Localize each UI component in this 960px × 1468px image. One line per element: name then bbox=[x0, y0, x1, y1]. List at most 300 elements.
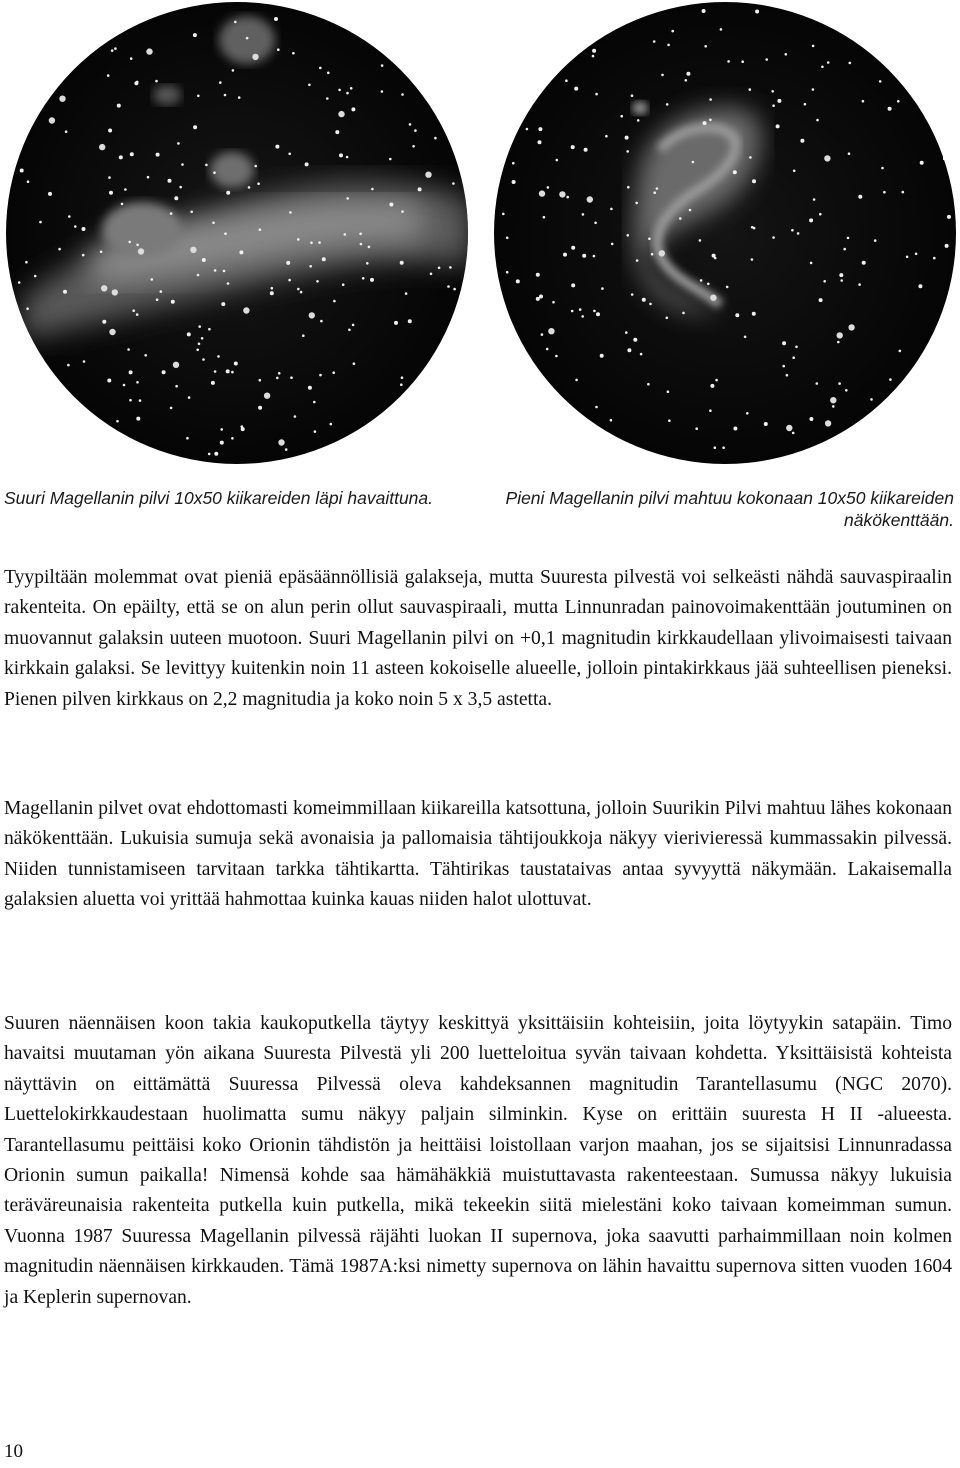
star bbox=[653, 191, 656, 194]
star bbox=[63, 290, 67, 294]
star bbox=[703, 121, 707, 125]
star bbox=[231, 371, 234, 374]
star bbox=[915, 253, 918, 256]
star bbox=[552, 301, 555, 304]
star bbox=[132, 309, 135, 312]
star bbox=[186, 437, 189, 440]
star bbox=[193, 125, 197, 129]
star bbox=[188, 396, 191, 399]
star bbox=[631, 94, 634, 97]
star bbox=[605, 135, 608, 138]
star bbox=[177, 142, 180, 145]
star bbox=[112, 289, 118, 295]
star bbox=[277, 48, 280, 51]
star bbox=[813, 198, 816, 201]
star bbox=[733, 427, 737, 431]
star bbox=[749, 88, 752, 91]
star bbox=[816, 119, 819, 122]
star bbox=[574, 87, 578, 91]
star bbox=[109, 329, 115, 335]
star bbox=[810, 262, 813, 265]
star bbox=[114, 47, 117, 50]
eyepiece-field bbox=[494, 2, 956, 464]
star bbox=[48, 192, 52, 196]
star bbox=[582, 213, 585, 216]
star bbox=[827, 61, 830, 64]
star bbox=[181, 163, 184, 166]
star bbox=[401, 376, 404, 379]
star bbox=[208, 453, 211, 456]
star bbox=[308, 84, 311, 87]
star bbox=[679, 217, 682, 220]
star bbox=[197, 95, 200, 98]
star bbox=[400, 383, 403, 386]
star bbox=[565, 79, 568, 82]
star bbox=[130, 57, 133, 60]
star bbox=[65, 130, 68, 133]
star bbox=[506, 237, 509, 240]
star bbox=[447, 285, 450, 288]
star bbox=[659, 250, 665, 256]
star bbox=[837, 332, 843, 338]
star bbox=[563, 253, 567, 257]
star bbox=[352, 324, 355, 327]
star bbox=[889, 378, 892, 381]
star bbox=[346, 156, 349, 159]
star bbox=[547, 186, 550, 189]
star bbox=[389, 158, 392, 161]
star bbox=[366, 262, 369, 265]
star bbox=[777, 99, 781, 103]
star bbox=[412, 145, 415, 148]
star bbox=[226, 191, 230, 195]
star bbox=[819, 213, 822, 216]
star bbox=[99, 144, 105, 150]
star bbox=[320, 320, 323, 323]
star bbox=[116, 420, 119, 423]
star bbox=[107, 379, 111, 383]
star bbox=[764, 422, 768, 426]
star bbox=[409, 123, 412, 126]
star bbox=[502, 213, 505, 216]
star bbox=[160, 290, 163, 293]
star bbox=[906, 255, 909, 258]
star bbox=[449, 266, 452, 269]
star bbox=[819, 298, 823, 302]
star bbox=[797, 232, 800, 235]
star bbox=[656, 187, 659, 190]
star bbox=[223, 270, 226, 273]
star bbox=[838, 382, 841, 385]
star bbox=[543, 216, 546, 219]
paragraph-2: Magellanin pilvet ovat ehdottomasti komeimmillaan kiikareilla katsottuna, jolloin Suurikin Pilvi mahtuu lähes kokonaan näkökenttään. Lukuisia sumuja sekä avonaisia ja pallomaisia tähtijoukkoja näkyy vierivieressä kummassakin pilvessä. Niiden tunnistamiseen tarvitaan tarkka tähtikartta. Tähtirikas taustataivas antaa syvyyttä näkymään. Lakaisemalla galaksien aluetta voi yrittää hahmottaa kuinka kauas niiden halot ulottuvat. bbox=[4, 798, 952, 911]
star bbox=[121, 203, 124, 206]
star bbox=[294, 415, 297, 418]
star bbox=[571, 310, 574, 313]
star bbox=[546, 348, 549, 351]
star bbox=[782, 365, 785, 368]
star bbox=[276, 377, 279, 380]
star bbox=[667, 44, 670, 47]
star bbox=[39, 221, 42, 224]
star bbox=[275, 145, 279, 149]
star bbox=[642, 298, 646, 302]
star bbox=[257, 182, 260, 185]
star bbox=[231, 437, 234, 440]
star bbox=[843, 248, 846, 251]
star bbox=[219, 81, 222, 84]
star bbox=[726, 286, 729, 289]
star bbox=[584, 148, 588, 152]
star bbox=[26, 307, 29, 310]
star bbox=[117, 104, 121, 108]
star bbox=[353, 362, 356, 365]
star bbox=[592, 55, 595, 58]
star bbox=[636, 259, 639, 262]
star bbox=[297, 288, 300, 291]
star bbox=[212, 222, 215, 225]
star bbox=[786, 374, 789, 377]
star bbox=[881, 167, 884, 170]
star bbox=[625, 331, 628, 334]
star bbox=[136, 244, 139, 247]
star bbox=[335, 130, 339, 134]
lmc-sketch bbox=[2, 0, 472, 470]
star bbox=[271, 287, 274, 290]
star bbox=[221, 302, 225, 306]
star bbox=[330, 423, 333, 426]
star bbox=[217, 355, 220, 358]
star bbox=[270, 291, 274, 295]
star bbox=[858, 283, 861, 286]
star bbox=[755, 10, 759, 14]
star bbox=[208, 328, 211, 331]
star bbox=[722, 446, 725, 449]
star bbox=[309, 312, 315, 318]
star bbox=[840, 279, 843, 282]
star bbox=[381, 64, 384, 67]
star bbox=[595, 406, 598, 409]
star bbox=[593, 310, 596, 313]
star bbox=[309, 265, 312, 268]
star bbox=[286, 261, 290, 265]
star bbox=[685, 79, 688, 82]
star bbox=[792, 356, 795, 359]
star bbox=[825, 420, 831, 426]
star bbox=[772, 236, 775, 239]
star bbox=[710, 384, 714, 388]
star bbox=[587, 196, 593, 202]
star bbox=[274, 17, 278, 21]
star bbox=[631, 293, 634, 296]
star bbox=[190, 247, 196, 253]
star bbox=[346, 197, 349, 200]
star bbox=[689, 209, 692, 212]
star bbox=[538, 140, 542, 144]
star bbox=[653, 40, 656, 43]
star bbox=[346, 92, 349, 95]
star bbox=[883, 191, 886, 194]
star bbox=[682, 312, 685, 315]
star bbox=[400, 261, 404, 265]
star bbox=[733, 170, 737, 174]
star bbox=[741, 60, 744, 63]
star bbox=[34, 275, 37, 278]
paragraph-1: Tyypiltään molemmat ovat pieniä epäsäännöllisiä galakseja, mutta Suuresta pilvestä voi selkeästi nähdä sauvaspiraalin rakenteita. On epäilty, että se on alun perin ollut sauvaspiraali, mutta Linnunradan painovoimakenttään joutuminen on muovannut galaksin uuteen muotoon. Suuri Magellanin pilvi on +0,1 magnitudin kirkkaudellaan ylivoimaisesti taivaan kirkkain galaksi. Se levittyy kuitenkin noin 11 asteen kokoiselle alueelle, jolloin pintakirkkaus jää suhteellisen pieneksi. Pienen pilven kirkkaus on 2,2 magnitudia ja koko noin 5 x 3,5 astetta. bbox=[4, 567, 952, 710]
star bbox=[170, 407, 173, 410]
star bbox=[593, 255, 596, 258]
star bbox=[151, 278, 154, 281]
star bbox=[170, 212, 173, 215]
star bbox=[571, 246, 575, 250]
star bbox=[111, 49, 114, 52]
star bbox=[359, 233, 362, 236]
star bbox=[119, 155, 123, 159]
star bbox=[920, 161, 924, 165]
star bbox=[571, 283, 575, 287]
star bbox=[332, 371, 335, 374]
star bbox=[259, 379, 262, 382]
star bbox=[625, 136, 629, 140]
star bbox=[129, 370, 133, 374]
star bbox=[647, 383, 650, 386]
star bbox=[556, 159, 559, 162]
star bbox=[232, 69, 235, 72]
star bbox=[100, 251, 103, 254]
star bbox=[401, 93, 404, 96]
star bbox=[339, 153, 343, 157]
star bbox=[512, 162, 515, 165]
star bbox=[109, 191, 113, 195]
star bbox=[290, 376, 293, 379]
star bbox=[338, 111, 344, 117]
star bbox=[575, 379, 578, 382]
star bbox=[695, 427, 698, 430]
star bbox=[202, 258, 206, 262]
star bbox=[830, 397, 836, 403]
star bbox=[720, 28, 723, 31]
star bbox=[555, 355, 558, 358]
star bbox=[776, 124, 780, 128]
star bbox=[239, 250, 243, 254]
star bbox=[611, 243, 614, 246]
star bbox=[791, 229, 794, 232]
north-label: N bbox=[460, 156, 470, 171]
star bbox=[322, 257, 326, 261]
star bbox=[668, 419, 671, 422]
star bbox=[190, 211, 193, 214]
star bbox=[327, 72, 330, 75]
star bbox=[130, 152, 134, 156]
star bbox=[101, 285, 107, 291]
star bbox=[278, 372, 281, 375]
star bbox=[344, 233, 347, 236]
star bbox=[516, 279, 520, 283]
star bbox=[785, 53, 788, 56]
star bbox=[305, 162, 309, 166]
star bbox=[174, 196, 178, 200]
star bbox=[288, 153, 291, 156]
star bbox=[849, 62, 852, 65]
star bbox=[254, 165, 257, 168]
star bbox=[319, 67, 322, 70]
star bbox=[202, 358, 205, 361]
star bbox=[136, 381, 139, 384]
lmc-caption: Suuri Magellanin pilvi 10x50 kiikareiden läpi havaittuna. bbox=[4, 488, 434, 508]
star bbox=[823, 280, 826, 283]
star bbox=[506, 271, 509, 274]
north-label: N bbox=[942, 148, 952, 163]
star bbox=[751, 258, 754, 261]
star bbox=[782, 341, 786, 345]
star bbox=[197, 274, 200, 277]
star bbox=[862, 100, 865, 103]
star bbox=[362, 277, 365, 280]
star bbox=[899, 350, 902, 353]
star bbox=[351, 107, 355, 111]
star bbox=[592, 49, 596, 53]
star bbox=[342, 283, 345, 286]
star bbox=[772, 104, 775, 107]
star bbox=[839, 273, 843, 277]
star bbox=[155, 80, 158, 83]
star bbox=[666, 317, 669, 320]
star bbox=[418, 187, 422, 191]
star bbox=[786, 425, 792, 431]
star bbox=[82, 254, 85, 257]
star bbox=[751, 226, 754, 229]
star bbox=[667, 390, 670, 393]
star bbox=[313, 401, 316, 404]
star bbox=[752, 312, 756, 316]
star bbox=[744, 336, 747, 339]
star bbox=[213, 171, 216, 174]
star bbox=[168, 179, 172, 183]
star bbox=[627, 186, 630, 189]
star bbox=[902, 191, 905, 194]
star bbox=[595, 93, 598, 96]
star bbox=[259, 228, 262, 231]
star bbox=[370, 278, 374, 282]
star bbox=[196, 349, 199, 352]
star bbox=[635, 202, 638, 205]
star bbox=[709, 98, 712, 101]
star bbox=[566, 196, 569, 199]
star bbox=[59, 96, 65, 102]
star bbox=[848, 324, 854, 330]
star bbox=[224, 232, 227, 235]
star bbox=[714, 446, 717, 449]
star bbox=[285, 448, 288, 451]
star bbox=[136, 313, 139, 316]
star bbox=[824, 155, 830, 161]
star bbox=[198, 343, 201, 346]
star bbox=[252, 54, 258, 60]
star bbox=[226, 369, 230, 373]
star bbox=[945, 244, 949, 248]
star bbox=[771, 90, 774, 93]
star bbox=[746, 412, 749, 415]
star bbox=[144, 354, 147, 357]
lmc-sketch-svg bbox=[2, 0, 472, 470]
star bbox=[434, 137, 437, 140]
star bbox=[847, 237, 850, 240]
star bbox=[27, 180, 30, 183]
star bbox=[258, 406, 262, 410]
star bbox=[214, 370, 217, 373]
star bbox=[809, 417, 813, 421]
star bbox=[438, 267, 441, 270]
star bbox=[837, 341, 840, 344]
star bbox=[702, 9, 706, 13]
star bbox=[350, 87, 353, 90]
star bbox=[792, 432, 795, 435]
star bbox=[845, 389, 848, 392]
star bbox=[25, 261, 28, 264]
star bbox=[147, 176, 150, 179]
star bbox=[627, 234, 630, 237]
star bbox=[127, 348, 130, 351]
star bbox=[302, 334, 305, 337]
star bbox=[389, 203, 393, 207]
star bbox=[727, 60, 730, 63]
star bbox=[68, 215, 71, 218]
star bbox=[548, 328, 554, 334]
star bbox=[289, 211, 292, 214]
paragraph-3: Suuren näennäisen koon takia kaukoputkella täytyy keskittyä yksittäisiin kohteisiin, joita löytyykin satapäin. Timo havaitsi muutaman yön aikana Suuresta Pilvestä yli 200 luetteloitua syvän taivaan kohdetta. Yksittäisistä kohteista näyttävin on eittämättä Suuressa Pilvessä oleva kahdeksannen magnitudin Tarantellasumu (NGC 2070). Luettelokirkkaudestaan huolimatta sumu näkyy paljain silminkin. Kyse on erittäin suuresta H II -alueesta. Tarantellasumu peittäisi koko Orionin tähdistön ja heittäisi loistollaan varjon maahan, jos se sijaitsisi Linnunradassa Orionin sumun paikalla! Nimensä kohde saa hämähäkkiä muistuttavasta rakenteestaan. Sumussa näkyy lukuisia teräväreunaisia rakenteita putkella kuin putkella, mikä tekeekin siitä mielestäni koko taivaan komeimman sumun. Vuonna 1987 Suuressa Magellanin pilvessä räjähti luokan II supernova, joka saavutti parhaimmillaan noin kolmen magnitudin näennäisen kirkkauden. Tämä 1987A:ksi nimetty supernova on lähin havaittu supernova sitten vuoden 1604 ja Keplerin supernovan. bbox=[4, 1013, 952, 1308]
star bbox=[539, 190, 545, 196]
star bbox=[709, 119, 712, 122]
star bbox=[408, 319, 412, 323]
star bbox=[82, 227, 86, 231]
star bbox=[348, 329, 351, 332]
star bbox=[699, 239, 702, 242]
star bbox=[848, 152, 851, 155]
star bbox=[559, 191, 565, 197]
star bbox=[661, 74, 664, 77]
star bbox=[579, 308, 582, 311]
star bbox=[371, 188, 374, 191]
star bbox=[452, 182, 455, 185]
star bbox=[897, 100, 900, 103]
star bbox=[171, 300, 175, 304]
star bbox=[692, 161, 695, 164]
star bbox=[193, 33, 197, 37]
star bbox=[264, 393, 270, 399]
star bbox=[704, 45, 707, 48]
star bbox=[102, 320, 106, 324]
star bbox=[128, 241, 131, 244]
star bbox=[800, 139, 804, 143]
star bbox=[812, 88, 815, 91]
star bbox=[637, 119, 640, 122]
star bbox=[211, 381, 215, 385]
star bbox=[107, 74, 110, 77]
star bbox=[735, 313, 739, 317]
star bbox=[594, 222, 597, 225]
star bbox=[541, 333, 544, 336]
star bbox=[205, 164, 208, 167]
star bbox=[292, 52, 295, 55]
star bbox=[297, 238, 300, 241]
star bbox=[316, 280, 319, 283]
star bbox=[888, 107, 892, 111]
star bbox=[83, 360, 86, 363]
star bbox=[627, 348, 631, 352]
star bbox=[933, 257, 936, 260]
star bbox=[49, 117, 55, 123]
star bbox=[686, 72, 690, 76]
